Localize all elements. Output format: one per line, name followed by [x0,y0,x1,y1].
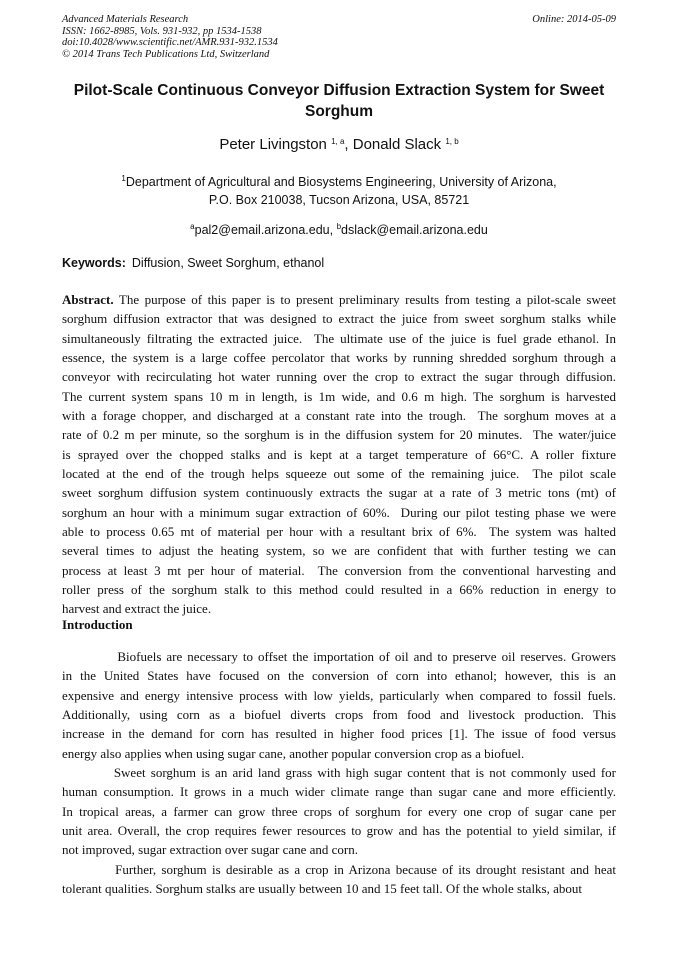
line-text: expensive and energy intensive process with low yields, particularly when compared to fossil fuels. [62,687,616,703]
text-line [62,599,616,618]
title-line: Pilot-Scale Continuous Conveyor Diffusion Extraction System for Sweet [73,82,605,99]
author-affil-sup: 1, a [331,137,345,146]
text-line [62,744,616,763]
introduction-body [62,647,616,898]
email-sup: b [336,222,342,231]
line-text: conveyor with recirculating hot water running over the crop to extract the sugar through diffusion. [62,369,616,385]
line-text: Further, sorghum is desirable as a crop in Arizona because of its drought resistant and heat [62,861,616,877]
text-line [62,840,616,859]
text-line [62,387,616,406]
text-line [62,686,616,705]
text-line [62,503,616,522]
text-line [62,483,616,502]
line-text: human consumption. It grows in a much wider climate range than sugar cane and more efficiently. [62,784,616,800]
doi: doi:10.4028/www.scientific.net/AMR.931-932.1534 [62,37,278,48]
author-name: Donald Slack [352,136,446,153]
line-text: The current system spans 10 m in length, is 1m wide, and 0.6 m high. The sorghum is harvested [62,388,616,404]
line-text: sorghum an hour with a minimum sugar extraction of 60%. During our pilot testing phase we were [62,504,616,520]
text-line [62,329,616,348]
line-text: Additionally, using corn as a biofuel diverts crops from food and livestock production. This [62,706,616,722]
line-text: essence, the system is a large coffee percolator that works by running shredded sorghum through a [62,349,616,365]
line-text: simultaneously filtrating the extracted juice. The ultimate use of the juice is fuel grade ethanol. In [62,330,616,346]
line-text: rate of 0.2 m per minute, so the sorghum is in the diffusion system for 20 minutes. The water/juice [62,427,616,443]
line-text: not improved, sugar extraction over sugar cane and corn. [62,842,359,858]
text-line [62,367,616,386]
affil-line: P.O. Box 210038, Tucson Arizona, USA, 85721 [208,193,470,207]
text-line [62,724,616,743]
text-line [62,802,616,821]
authors [62,136,616,153]
text-line [62,425,616,444]
emails [62,223,616,237]
line-text: is sprayed over the chopped stalks and is kept at a target temperature of 66°C. A roller fixture [62,446,616,462]
line-text: harvest and extract the juice. [62,601,212,617]
text-line [62,309,616,328]
email-sup: a [190,222,195,231]
line-text: located at the end of the trough helps squeeze out some of the remaining juice. The pilot scale [62,465,616,481]
text-line [62,763,616,782]
line-text: process at least 3 mt per hour of material. The conversion from the conventional harvesting and [62,562,616,578]
text-line [62,541,616,560]
author-affil-sup: 1, b [445,137,459,146]
keywords [62,256,324,270]
affil-sup: 1 [121,174,126,183]
line-text: unit area. Overall, the crop requires fewer resources to grow and has the potential to yield similar, if [62,822,616,838]
text-line [62,879,616,898]
text-line [62,561,616,580]
keywords-text: Diffusion, Sweet Sorghum, ethanol [131,256,325,270]
line-text: Biofuels are necessary to offset the importation of oil and to preserve oil reserves. Growers [62,649,616,664]
text-line [62,860,616,879]
separator: , [344,136,353,153]
journal-header [62,14,278,60]
line-text: energy also applies when using sugar cane, another popular conversion crop as a biofuel. [62,745,525,761]
text-line [62,821,616,840]
keywords-label: Keywords: [62,256,126,270]
journal-name: Advanced Materials Research [62,14,189,25]
text-line [62,445,616,464]
copyright: © 2014 Trans Tech Publications Ltd, Switzerland [62,48,270,60]
issn: ISSN: 1662-8985, Vols. 931-932, pp 1534-1538 [62,25,262,37]
text-line [62,348,616,367]
affil-line: Department of Agricultural and Biosystems Engineering, University of Arizona, [125,175,557,189]
affiliation [62,173,616,209]
line-text: several times to adjust the heating system, so we are confident that with further testing we can [62,543,616,559]
line-text: with a forage chopper, and discharged at a constant rate into the trough. The sorghum moves at a [62,407,616,423]
title-line: Sorghum [304,103,374,120]
line-text: sweet sorghum diffusion system continuously extracts the sugar at a rate of 3 metric tons (mt) of [62,485,616,501]
text-line [62,647,616,666]
online-date: Online: 2014-05-09 [532,14,616,25]
paper-title [62,80,616,122]
line-text: in the United States have focused on the conversion of corn into ethanol; however, this is an [62,668,616,684]
abstract-label: Abstract. [62,292,114,307]
line-text: The purpose of this paper is to present preliminary results from testing a pilot-scale sweet [113,292,616,307]
text-line [62,522,616,541]
author-name: Peter Livingston [219,136,332,153]
text-line [62,290,616,309]
email[interactable]: pal2@email.arizona.edu, [194,223,337,237]
introduction-heading: Introduction [62,617,133,632]
line-text: able to process 0.65 mt of material per hour with a resultant brix of 6%. The system was halted [62,523,616,539]
text-line [62,464,616,483]
line-text: roller press of the sorghum stalk to this method could resulted in a 66% reduction in energy to [62,581,616,597]
line-text: tolerant qualities. Sorghum stalks are usually between 10 and 15 feet tall. Of the whole stalks, about [62,880,582,896]
line-text: In tropical areas, a farmer can grow three crops of sorghum for every one crop of sugar cane per [62,803,616,819]
line-text: increase in the demand for corn has resulted in higher food prices [1]. The issue of food versus [62,726,616,742]
line-text: Sweet sorghum is an arid land grass with high sugar content that is not commonly used for [62,764,616,780]
text-line [62,666,616,685]
text-line [62,580,616,599]
text-line [62,782,616,801]
email[interactable]: dslack@email.arizona.edu [341,223,488,237]
abstract [62,290,616,619]
text-line [62,705,616,724]
line-text: sorghum diffusion extractor that was designed to extract the juice from sweet sorghum stalks while [62,311,616,327]
text-line [62,406,616,425]
